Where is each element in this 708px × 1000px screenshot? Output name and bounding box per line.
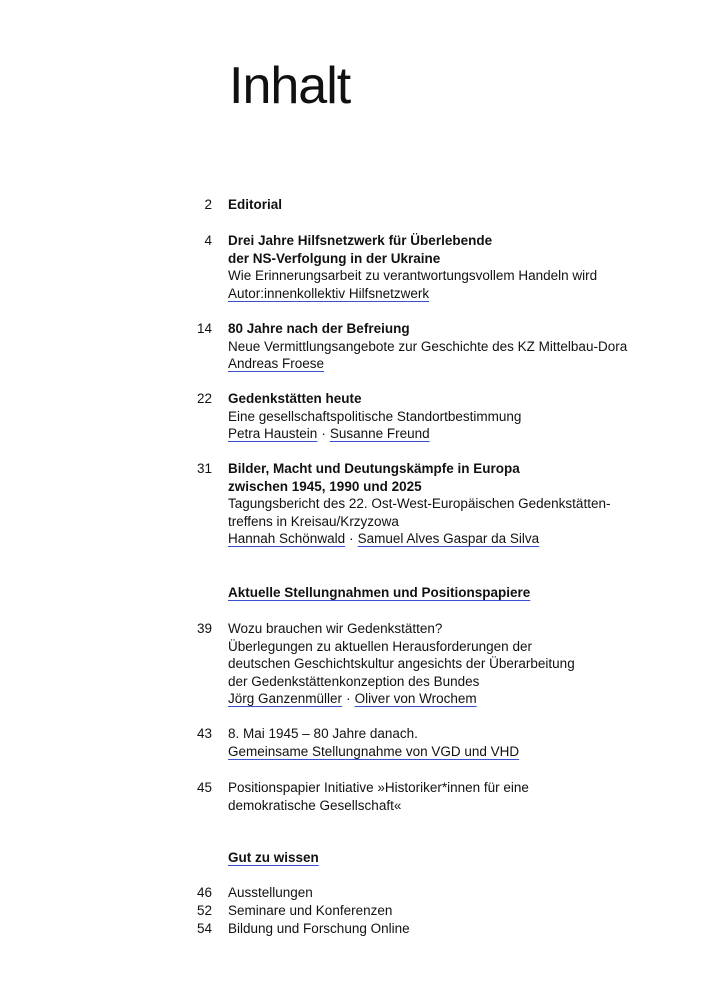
entry-subtitle: Tagungsbericht des 22. Ost-West-Europäischen Gedenkstätten-: [228, 496, 611, 512]
page-number: 54: [196, 921, 212, 936]
entry-title-line: 80 Jahre nach der Befreiung: [228, 321, 410, 336]
author-link[interactable]: Autor:innenkollektiv Hilfsnetzwerk: [228, 285, 430, 301]
page-number: 39: [196, 621, 212, 636]
entry-label: Seminare und Konferenzen: [228, 903, 393, 918]
entry-title-line: Gedenkstätten heute: [228, 391, 362, 406]
entry-line: 8. Mai 1945 – 80 Jahre danach.: [228, 726, 418, 741]
entry-line: deutschen Geschichtskultur angesichts der Überarbeitung: [228, 656, 575, 672]
page-number: 2: [204, 197, 212, 212]
page-number: 31: [196, 461, 212, 476]
entry-label: Ausstellungen: [228, 885, 313, 900]
entry-line: Wozu brauchen wir Gedenkstätten?: [228, 621, 443, 636]
entry-title: Editorial: [228, 197, 283, 212]
entry-subtitle: treffens in Kreisau/Krzyzowa: [228, 513, 399, 529]
statement-link[interactable]: Gemeinsame Stellungnahme von VGD und VHD: [228, 743, 520, 759]
toc-entry-ausstellungen[interactable]: [0, 884, 708, 902]
page-number: 22: [196, 391, 212, 406]
entry-label: Bildung und Forschung Online: [228, 921, 410, 936]
entry-title-line: zwischen 1945, 1990 und 2025: [228, 478, 422, 494]
author-link[interactable]: Petra Haustein: [228, 426, 318, 442]
author-link[interactable]: Andreas Froese: [228, 356, 325, 372]
entry-subtitle: Eine gesellschaftspolitische Standortbestimmung: [228, 408, 522, 424]
page-number: 45: [196, 780, 212, 795]
entry-line: Positionspapier Initiative »Historiker*innen für eine: [228, 780, 529, 795]
toc-entry-seminare[interactable]: [0, 902, 708, 920]
author-link[interactable]: Samuel Alves Gaspar da Silva: [357, 531, 540, 547]
author-link[interactable]: Hannah Schönwald: [228, 531, 346, 547]
entry-line: demokratische Gesellschaft«: [228, 797, 402, 813]
section-heading-statements[interactable]: Aktuelle Stellungnahmen und Positionspapiere: [228, 585, 531, 600]
page-number: 14: [196, 321, 212, 336]
toc-entry-bildung-forschung[interactable]: [0, 920, 708, 938]
entry-line: Überlegungen zu aktuellen Herausforderungen der: [228, 638, 532, 654]
author-link[interactable]: Susanne Freund: [329, 426, 430, 442]
entry-title-line: Drei Jahre Hilfsnetzwerk für Überlebende: [228, 233, 493, 248]
page-number: 43: [196, 726, 212, 741]
section-heading-info[interactable]: Gut zu wissen: [228, 850, 319, 865]
page-title: Inhalt: [229, 57, 351, 115]
author-separator: ·: [321, 426, 326, 442]
entry-subtitle: Neue Vermittlungsangebote zur Geschichte des KZ Mittelbau-Dora: [228, 338, 628, 354]
entry-line: der Gedenkstättenkonzeption des Bundes: [228, 673, 480, 689]
author-link[interactable]: Jörg Ganzenmüller: [228, 691, 343, 707]
entry-subtitle: Wie Erinnerungsarbeit zu verantwortungsvollem Handeln wird: [228, 268, 598, 284]
page-number: 52: [196, 903, 212, 918]
author-link[interactable]: Oliver von Wrochem: [354, 691, 477, 707]
page-number: 4: [204, 233, 212, 248]
author-separator: ·: [349, 531, 354, 547]
author-separator: ·: [346, 691, 351, 707]
page-number: 46: [196, 885, 212, 900]
entry-title-line: der NS-Verfolgung in der Ukraine: [228, 250, 441, 266]
entry-title-line: Bilder, Macht und Deutungskämpfe in Europa: [228, 461, 520, 476]
